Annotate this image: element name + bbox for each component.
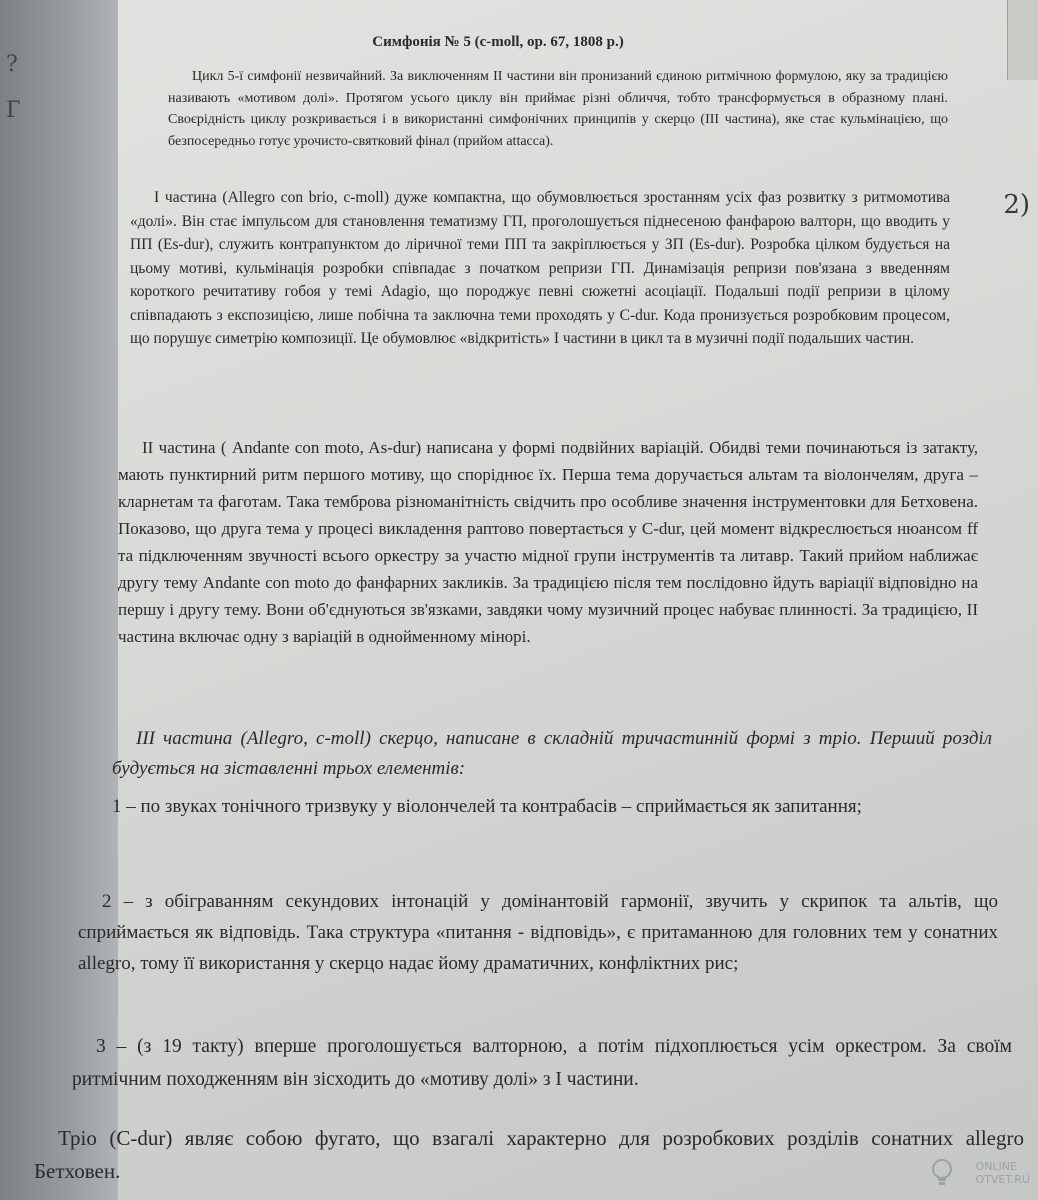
document-title: Симфонія № 5 (c-moll, op. 67, 1808 р.) xyxy=(372,34,624,50)
paragraph-intro: Цикл 5-ї симфонії незвичайний. За виключенням II частини він пронизаний єдиною ритмічною формулою, яку за традицією називають «мотивом долі». Протягом усього циклу він приймає різні обличчя, тобто трансформується в образному плані. Своєрідність циклу розкривається і в використанні симфонічних принципів у скерцо (III частина), яке стає кульмінацією, що безпосередньо готує урочисто-святковий фінал (прийом attacca). xyxy=(168,69,948,149)
document-page xyxy=(34,0,1038,1200)
paragraph-trio: Тріо (C-dur) являє собою фугато, що взагалі характерно для розробкових розділів сонатних allegro Бетховен. xyxy=(34,1126,1024,1183)
watermark-line-2: OTVET.RU xyxy=(975,1173,1030,1186)
margin-handwritten-mark: 2) xyxy=(1003,190,1030,220)
paragraph-element-1: 1 – по звуках тонічного тризвуку у віолончелей та контрабасів – сприймається як запитання; xyxy=(112,796,862,817)
watermark xyxy=(976,1160,1030,1186)
paragraph-part-1: I частина (Allegro con brio, c-moll) дуже компактна, що обумовлюється зростанням усіх фаз розвитку з ритмомотива «долі». Він стає імпульсом для становлення тематизму ГП, проголошується піднесеною фанфарою валторн, що вводить у ПП (Es-dur), служить контрапунктом до ліричної теми ПП та закріплюється у ЗП (Es-dur). Розробка цілком будується на цьому мотиві, кульмінація розробки співпадає з початком репризи ГП. Динамізація репризи пов'язана з введенням короткого речитативу гобоя у темі Adagio, що породжує певні сюжетні асоціації. Подальші події репризи в цілому співпадають з експозицією, лише побічна та заключна теми проходять у C-dur. Кода пронизується розробковим процесом, що порушує симетрію композиції. Це обумовлює «відкритість» I частини в цикл та в музичні події подальших частин. xyxy=(130,189,950,347)
scrap-mark-1: ? xyxy=(6,52,18,77)
paragraph-element-2: 2 – з обігравaнням секундових інтонацій у домінантовій гармонії, звучить у скрипок та альтів, що сприймається як відповідь. Така структура «питання - відповідь», є притаманною для головних тем у сонатних allegro, тому її використання у скерцо надає йому драматичних, конфліктних рис; xyxy=(78,891,998,974)
watermark-line-1: ONLINE xyxy=(975,1160,1017,1173)
paragraph-part-2: II частина ( Andante con moto, As-dur) написана у формі подвійних варіацій. Обидві теми починаються із затакту, мають пунктирний ритм першого мотиву, що споріднює їх. Перша тема доручається альтам та віолончелям, друга – кларнетам та фаготам. Така темброва різноманітність свідчить про особливе значення інструментовки для Бетховена. Показово, що друга тема у процесі викладення раптово повертається у C-dur, цей момент відкреслюється нюансом ff та підключенням звучності всього оркестру за участю мідної групи інструментів та литавр. Такий прийом наближає другу тему Andante con moto до фанфарних закликів. За традицією після тем послідовно йдуть варіації відповідно на першу і другу тему. Вони об'єднуються зв'язками, завдяки чому музичний процес набуває плинності. За традицією, II частина включає одну з варіацій в однойменному мінорі. xyxy=(118,438,978,646)
corner-paper-scrap xyxy=(1007,0,1038,80)
lightbulb-icon xyxy=(930,1158,954,1188)
scrap-mark-2: Г xyxy=(6,98,21,123)
paragraph-element-3: 3 – (з 19 такту) вперше проголошується валторною, а потім підхоплюється усім оркестром. За своїм ритмічним походженням він зісходить до «мотиву долі» з I частини. xyxy=(72,1036,1012,1090)
left-background-paper xyxy=(0,0,118,1200)
paragraph-part-3: III частина (Allegro, c-moll) скерцо, написане в складній тричастинній формі з тріо. Перший розділ будується на зіставленні трьох елементів: xyxy=(112,728,992,779)
